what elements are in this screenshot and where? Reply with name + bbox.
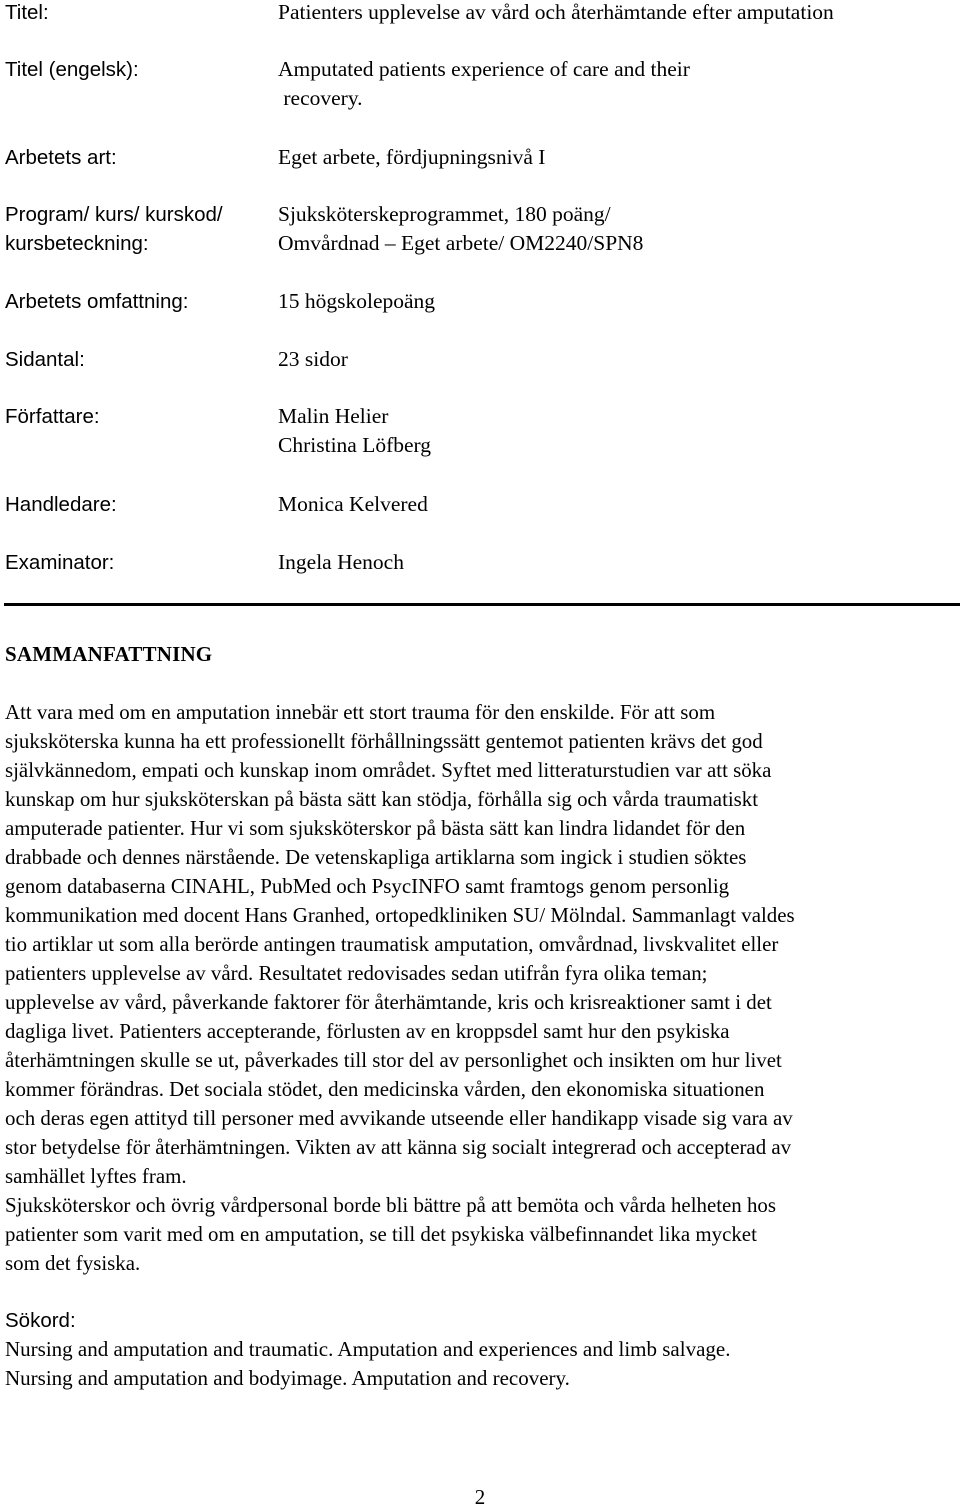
- meta-value-line: Amputated patients experience of care and their: [278, 57, 690, 81]
- abstract-line: kommunikation med docent Hans Granhed, ortopedkliniken SU/ Mölndal. Sammanlagt valdes: [5, 903, 795, 927]
- meta-label-title-english: Titel (engelsk):: [5, 58, 139, 81]
- abstract-body: [5, 698, 957, 1278]
- abstract-line: genom databaserna CINAHL, PubMed och PsycINFO samt framtogs genom personlig: [5, 874, 730, 898]
- meta-label-supervisor: Handledare:: [5, 493, 117, 516]
- section-divider: [4, 603, 960, 606]
- meta-value-supervisor: [278, 490, 948, 519]
- meta-label-examiner: Examinator:: [5, 551, 115, 574]
- keywords-line: Nursing and amputation and bodyimage. Amputation and recovery.: [5, 1366, 570, 1390]
- abstract-line: stor betydelse för återhämtningen. Vikten av att känna sig socialt integrerad och accepterad av: [5, 1135, 792, 1159]
- meta-label-work-type: Arbetets art:: [5, 146, 117, 169]
- meta-label-program: Program/ kurs/ kurskod/ kursbeteckning:: [5, 203, 223, 255]
- abstract-line: amputerade patienter. Hur vi som sjuksköterskor på bästa sätt kan lindra lidandet för den: [5, 816, 746, 840]
- meta-value-line: Eget arbete, fördjupningsnivå I: [278, 145, 546, 169]
- abstract-line: sjuksköterska kunna ha ett professionellt förhållningssätt gentemot patienten krävs det god: [5, 729, 763, 753]
- keywords-list: [5, 1335, 730, 1393]
- meta-value-line: Sjuksköterskeprogrammet, 180 poäng/: [278, 202, 611, 226]
- meta-value-line: Malin Helier: [278, 404, 389, 428]
- keywords-line: Nursing and amputation and traumatic. Amputation and experiences and limb salvage.: [5, 1337, 731, 1361]
- meta-label-scope: Arbetets omfattning:: [5, 290, 189, 313]
- abstract-line: kunskap om hur sjuksköterskan på bästa sätt kan stödja, förhålla sig och vårda traumatiskt: [5, 787, 759, 811]
- abstract-line: och deras egen attityd till personer med avvikande utseende eller handikapp visade sig vara av: [5, 1106, 793, 1130]
- meta-value-line: Omvårdnad – Eget arbete/ OM2240/SPN8: [278, 231, 644, 255]
- abstract-line: återhämtningen skulle se ut, påverkades till stor del av personlighet och insikten om hur livet: [5, 1048, 782, 1072]
- keywords-label: Sökord:: [5, 1309, 76, 1332]
- meta-value-title-english: [278, 55, 948, 113]
- meta-value-line: recovery.: [278, 86, 363, 110]
- abstract-line: Att vara med om en amputation innebär ett stort trauma för den enskilde. För att som: [5, 700, 716, 724]
- meta-value-line: Monica Kelvered: [278, 492, 428, 516]
- abstract-line: samhället lyftes fram.: [5, 1164, 187, 1188]
- meta-value-line: Ingela Henoch: [278, 550, 404, 574]
- abstract-line: patienter som varit med om en amputation, se till det psykiska välbefinnandet lika mycket: [5, 1222, 757, 1246]
- meta-label-title: Titel:: [5, 1, 49, 24]
- abstract-line: självkännedom, empati och kunskap inom området. Syftet med litteraturstudien var att söka: [5, 758, 772, 782]
- meta-value-program: [278, 200, 948, 258]
- meta-label-authors: Författare:: [5, 405, 100, 428]
- abstract-line: kommer förändras. Det sociala stödet, den medicinska vården, den ekonomiska situationen: [5, 1077, 765, 1101]
- meta-value-title: [278, 0, 948, 27]
- abstract-heading: SAMMANFATTNING: [5, 642, 213, 666]
- page-number: 2: [474, 1485, 486, 1509]
- meta-value-examiner: [278, 548, 948, 577]
- meta-value-line: Christina Löfberg: [278, 433, 432, 457]
- meta-value-line: Patienters upplevelse av vård och återhämtande efter amputation: [278, 0, 834, 24]
- abstract-line: tio artiklar ut som alla berörde antingen traumatisk amputation, omvårdnad, livskvalitet eller: [5, 932, 779, 956]
- meta-label-pages: Sidantal:: [5, 348, 85, 371]
- meta-value-work-type: [278, 143, 948, 172]
- abstract-line: drabbade och dennes närstående. De vetenskapliga artiklarna som ingick i studien söktes: [5, 845, 747, 869]
- abstract-line: dagliga livet. Patienters accepterande, förlusten av en kroppsdel samt hur den psykiska: [5, 1019, 730, 1043]
- meta-value-line: 23 sidor: [278, 347, 348, 371]
- abstract-line: upplevelse av vård, påverkande faktorer för återhämtande, kris och krisreaktioner samt i det: [5, 990, 772, 1014]
- abstract-line: patienters upplevelse av vård. Resultatet redovisades sedan utifrån fyra olika teman;: [5, 961, 708, 985]
- abstract-line: som det fysiska.: [5, 1251, 141, 1275]
- meta-value-authors: [278, 402, 948, 460]
- abstract-line: Sjuksköterskor och övrig vårdpersonal borde bli bättre på att bemöta och vårda helheten hos: [5, 1193, 776, 1217]
- meta-value-line: 15 högskolepoäng: [278, 289, 436, 313]
- meta-value-pages: [278, 345, 948, 374]
- meta-value-scope: [278, 287, 948, 316]
